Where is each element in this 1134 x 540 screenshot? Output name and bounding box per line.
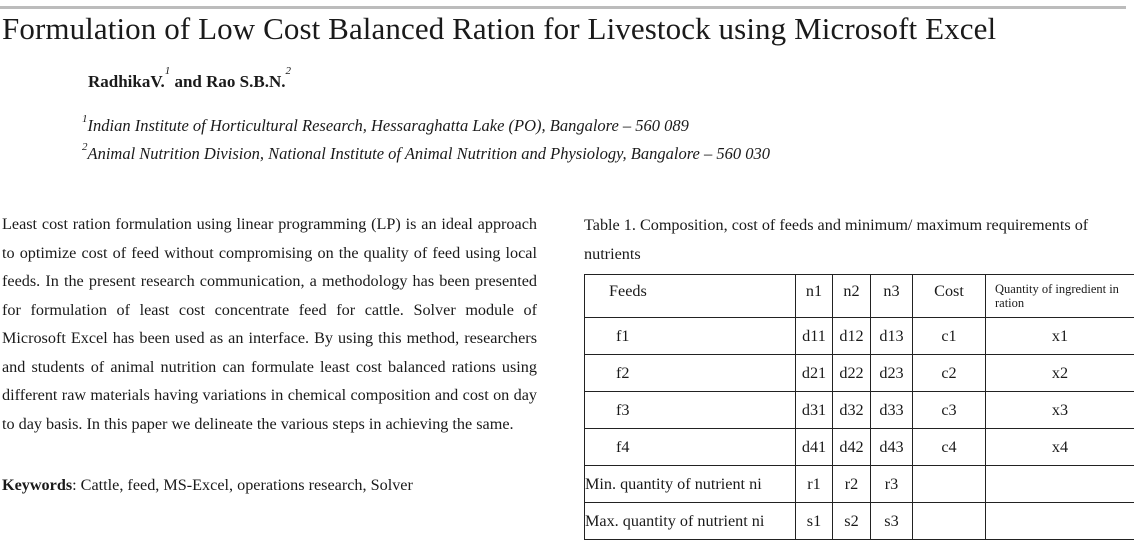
- table-cell: d31: [796, 392, 833, 429]
- table-cell: f1: [585, 318, 796, 355]
- table-cell: Min. quantity of nutrient ni: [585, 466, 796, 503]
- header-cell: n2: [833, 275, 871, 318]
- table-row: [585, 318, 1134, 355]
- table-cell: d43: [871, 429, 913, 466]
- author-line: [88, 65, 291, 92]
- table-cell: d41: [796, 429, 833, 466]
- table-cell: s2: [833, 503, 871, 540]
- keywords-text: : Cattle, feed, MS-Excel, operations research, Solver: [72, 476, 413, 494]
- table-cell: f4: [585, 429, 796, 466]
- table-cell: x4: [986, 429, 1134, 466]
- table-cell: r2: [833, 466, 871, 503]
- table-cell: f2: [585, 355, 796, 392]
- affiliation-2-text: Animal Nutrition Division, National Institute of Animal Nutrition and Physiology, Bangalore – 560 030: [88, 144, 770, 163]
- table-cell: [986, 466, 1134, 503]
- table-cell: f3: [585, 392, 796, 429]
- keywords-line: [2, 476, 413, 495]
- abstract-paragraph: Least cost ration formulation using linear programming (LP) is an ideal approach to optimize cost of feed without compromising on the quality of feed using local feeds. In the present research communication, a methodology has been presented for formulation of least cost concentrate feed for cattle. Solver module of Microsoft Excel has been used as an interface. By using this method, researchers and students of animal nutrition can formulate least cost balanced rations using different raw materials having variations in chemical composition and cost on day to day basis. In this paper we delineate the various steps in achieving the same.: [2, 210, 537, 438]
- header-cell: n3: [871, 275, 913, 318]
- table-cell: d13: [871, 318, 913, 355]
- header-cell: Feeds: [585, 275, 796, 318]
- table-cell: d42: [833, 429, 871, 466]
- header-cell: Quantity of ingredient in ration: [986, 275, 1134, 318]
- author-2-sup: 2: [285, 65, 291, 77]
- table-row: [585, 429, 1134, 466]
- author-1-sup: 1: [165, 65, 171, 77]
- header-cell: n1: [796, 275, 833, 318]
- table-cell: c1: [913, 318, 986, 355]
- author-2: Rao S.B.N.: [206, 72, 285, 91]
- table-cell: d23: [871, 355, 913, 392]
- author-1: RadhikaV.: [88, 72, 165, 91]
- table-cell: c2: [913, 355, 986, 392]
- table-cell: [913, 466, 986, 503]
- table-header-row: [585, 275, 1134, 318]
- affiliation-1-text: Indian Institute of Horticultural Research, Hessaraghatta Lake (PO), Bangalore – 560 089: [88, 116, 689, 135]
- table-caption: Table 1. Composition, cost of feeds and minimum/ maximum requirements of nutrients: [584, 211, 1134, 269]
- table-cell: x2: [986, 355, 1134, 392]
- affiliation-2: [82, 141, 770, 164]
- header-cell: Cost: [913, 275, 986, 318]
- table-cell: x3: [986, 392, 1134, 429]
- table-cell: r1: [796, 466, 833, 503]
- affiliation-1-sup: 1: [82, 113, 88, 125]
- table-cell: d11: [796, 318, 833, 355]
- paper-title: Formulation of Low Cost Balanced Ration for Livestock using Microsoft Excel: [2, 11, 996, 47]
- affiliation-1: [82, 113, 689, 136]
- table-cell: x1: [986, 318, 1134, 355]
- table-cell: d22: [833, 355, 871, 392]
- top-rule: [0, 6, 1126, 9]
- table-cell: d12: [833, 318, 871, 355]
- table-cell: d21: [796, 355, 833, 392]
- affiliation-2-sup: 2: [82, 141, 88, 153]
- composition-table: [584, 274, 1134, 540]
- author-connector: and: [174, 72, 201, 91]
- keywords-label: Keywords: [2, 476, 72, 494]
- table-cell: s3: [871, 503, 913, 540]
- table-cell: r3: [871, 466, 913, 503]
- table-row: [585, 392, 1134, 429]
- table-cell: Max. quantity of nutrient ni: [585, 503, 796, 540]
- table-cell: d32: [833, 392, 871, 429]
- table-row: [585, 355, 1134, 392]
- table-cell: d33: [871, 392, 913, 429]
- table-cell: c4: [913, 429, 986, 466]
- table-cell: c3: [913, 392, 986, 429]
- table-row-min: [585, 466, 1134, 503]
- table-cell: s1: [796, 503, 833, 540]
